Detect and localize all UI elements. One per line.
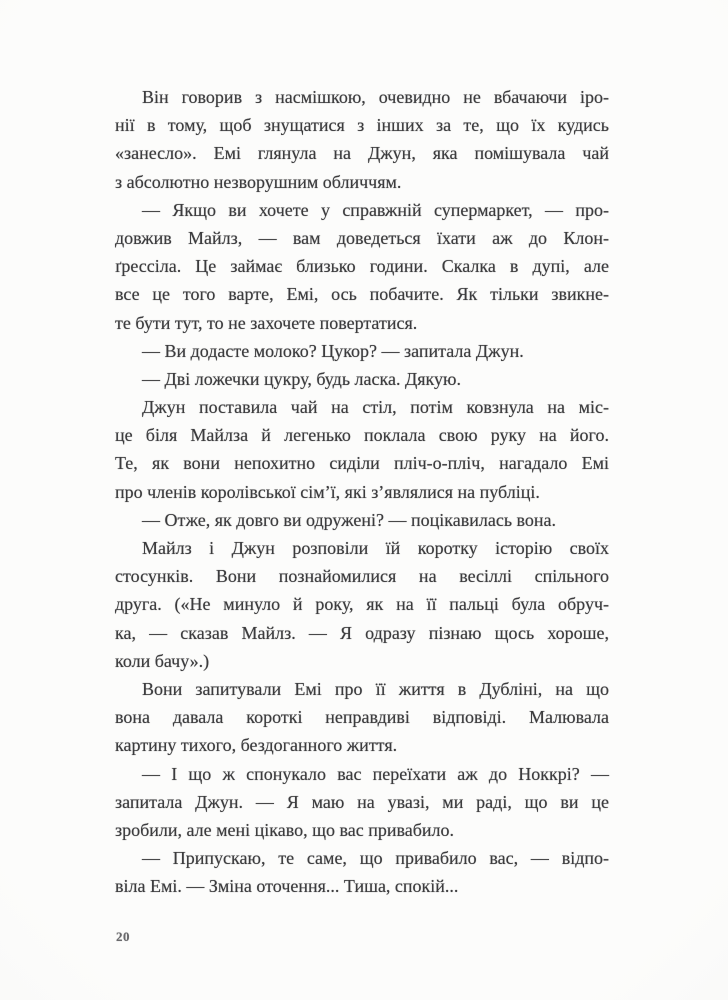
text-line: зробили, але мені цікаво, що вас привабило.	[115, 819, 455, 840]
text-line: — Дві ложечки цукру, будь ласка. Дякую.	[142, 368, 461, 389]
page-number: 20	[116, 929, 130, 944]
paragraph	[115, 393, 609, 506]
text-line: — Припускаю, те саме, що привабило вас, — відпо-	[142, 848, 609, 869]
text-line: — Якщо ви хочете у справжній супермаркет, — про-	[142, 199, 609, 220]
paragraph	[115, 534, 609, 675]
page-text	[115, 83, 609, 900]
paragraph	[115, 675, 609, 760]
text-line: картину тихого, бездоганного життя.	[115, 735, 398, 756]
text-line: про членів королівської сім’ї, які з’являлися на публіці.	[115, 481, 540, 502]
text-line: друга. («Не минуло й року, як на її пальці була обруч-	[115, 594, 609, 615]
text-line: Він говорив з насмішкою, очевидно не вбачаючи іро-	[142, 87, 609, 107]
text-line: Те, як вони непохитно сиділи пліч-о-пліч, нагадало Емі	[115, 453, 609, 474]
text-line: це біля Майлза й легенько поклала свою руку на його.	[115, 425, 609, 446]
text-line: вона давала короткі неправдиві відповіді. Малювала	[115, 707, 609, 728]
text-line: запитала Джун. — Я маю на увазі, ми раді, що ви це	[115, 791, 609, 812]
paragraph	[115, 196, 609, 337]
paragraph	[115, 506, 609, 534]
text-line: Джун поставила чай на стіл, потім ковзнула на міс-	[142, 397, 609, 418]
text-line: стосунків. Вони познайомилися на весіллі спільного	[115, 566, 609, 587]
paragraph	[115, 337, 609, 365]
text-line: те бути тут, то не захочете повертатися.	[115, 312, 418, 333]
text-line: коли бачу».)	[115, 650, 210, 671]
text-line: з абсолютно незворушним обличчям.	[115, 171, 402, 192]
paragraph	[115, 760, 609, 845]
text-line: віла Емі. — Зміна оточення... Тиша, спокій...	[115, 876, 459, 897]
text-line: ка, — сказав Майлз. — Я одразу пізнаю щось хороше,	[115, 622, 609, 643]
text-line: — Отже, як довго ви одружені? — поцікавилась вона.	[142, 509, 557, 530]
text-line: «занесло». Емі глянула на Джун, яка помішувала чай	[115, 143, 609, 164]
paragraph	[115, 365, 609, 393]
text-line: все це того варте, Емі, ось побачите. Як тільки звикне-	[115, 284, 609, 305]
text-line: — Ви додасте молоко? Цукор? — запитала Джун.	[142, 340, 524, 361]
text-line: нії в тому, щоб знущатися з інших за те, що їх кудись	[115, 115, 609, 136]
text-line: довжив Майлз, — вам доведеться їхати аж до Клон-	[115, 227, 609, 248]
text-line: Вони запитували Емі про її життя в Дубліні, на що	[142, 678, 609, 699]
text-line: — І що ж спонукало вас переїхати аж до Ноккрі? —	[142, 763, 609, 784]
text-line: Майлз і Джун розповіли їй коротку історію своїх	[142, 538, 609, 558]
text-line: ґрессіла. Це займає близько години. Скалка в дупі, але	[115, 256, 609, 277]
paragraph	[115, 844, 609, 900]
paragraph	[115, 83, 609, 196]
